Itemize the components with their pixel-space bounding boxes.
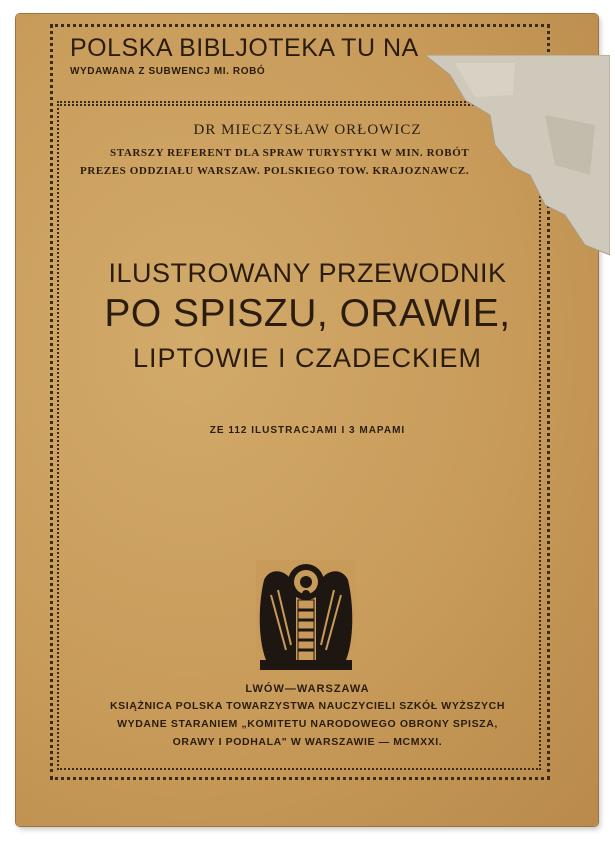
book-title-line-2: PO SPISZU, ORAWIE, — [104, 292, 511, 335]
publisher-line-2: WYDANE STARANIEM „KOMITETU NARODOWEGO OBRONY SPISZA, — [117, 718, 498, 730]
series-subtitle: WYDAWANA Z SUBWENCJ MI. ROBÓ — [70, 66, 266, 77]
publisher-line-3: ORAWY I PODHALA" W WARSZAWIE — MCMXXI. — [172, 736, 443, 748]
series-title: POLSKA BIBLJOTEKA TU NA — [70, 34, 419, 62]
author-role-2: PREZES ODDZIAŁU WARSZAW. POLSKIEGO TOW. KRAJOZNAWCZ. — [80, 165, 470, 177]
publication-place: LWÓW—WARSZAWA — [245, 683, 370, 695]
torn-corner — [395, 55, 610, 265]
book-title-line-3: LIPTOWIE I CZADECKIEM — [132, 343, 483, 373]
book-title-line-1: ILUSTROWANY PRZEWODNIK — [108, 258, 507, 288]
author-name: DR MIECZYSŁAW ORŁOWICZ — [193, 122, 422, 138]
publisher-emblem-icon — [256, 560, 356, 672]
publisher-line-1: KSIĄŻNICA POLSKA TOWARZYSTWA NAUCZYCIELI SZKÓŁ WYŻSZYCH — [109, 700, 506, 712]
author-role-1: STARSZY REFERENT DLA SPRAW TURYSTYKI W MIN. ROBÓT — [110, 147, 470, 159]
illustrations-note: ZE 112 ILUSTRACJAMI I 3 MAPAMI — [209, 425, 406, 436]
